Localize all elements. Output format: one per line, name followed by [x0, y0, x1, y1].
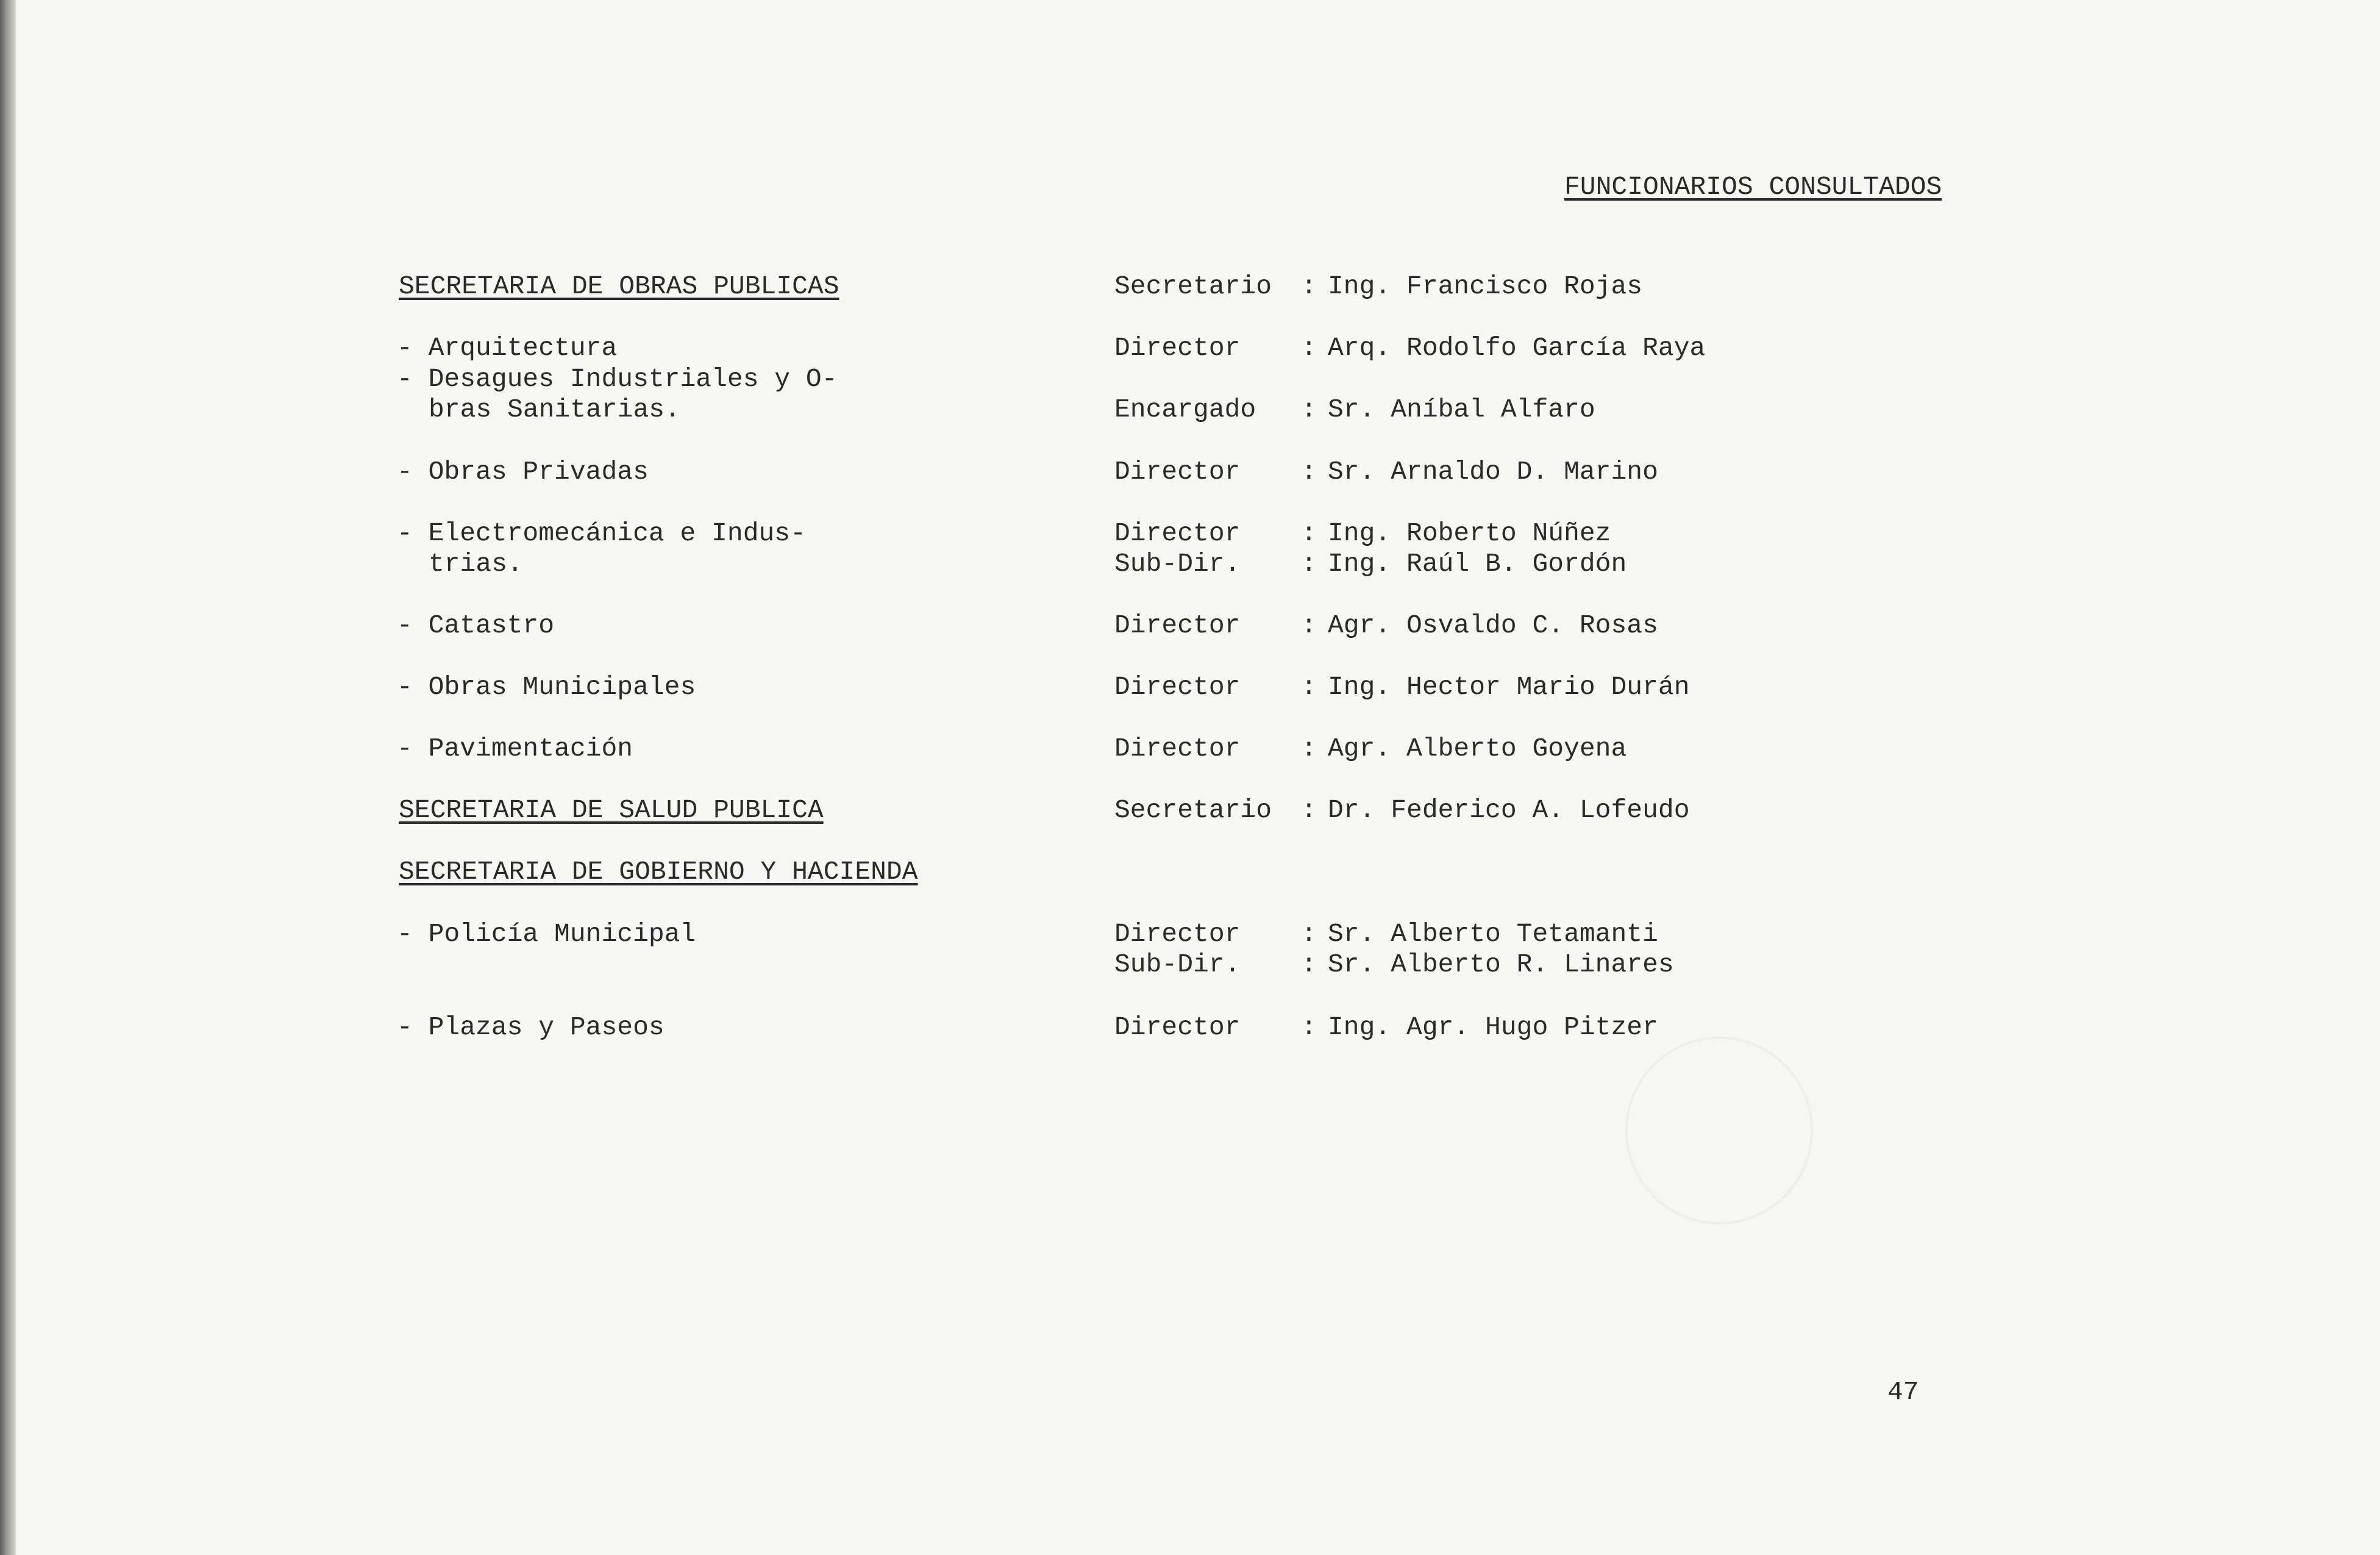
- separator: :: [1301, 395, 1317, 424]
- department-label: - Desagues Industriales y O-: [397, 364, 838, 394]
- separator: :: [1301, 919, 1317, 949]
- official-role: Director: [1114, 919, 1241, 949]
- binding-edge: [0, 0, 16, 1555]
- official-role: Director: [1114, 734, 1241, 763]
- official-name: Dr. Federico A. Lofeudo: [1328, 795, 1690, 825]
- section-heading-obras-publicas: SECRETARIA DE OBRAS PUBLICAS: [399, 271, 839, 301]
- official-role: Director: [1114, 457, 1241, 487]
- official-role: Director: [1114, 333, 1241, 363]
- separator: :: [1301, 734, 1317, 763]
- department-label: - Obras Privadas: [397, 457, 649, 487]
- official-name: Arq. Rodolfo García Raya: [1328, 333, 1706, 363]
- official-role: Encargado: [1114, 395, 1256, 424]
- department-label: - Pavimentación: [397, 734, 633, 763]
- official-role: Director: [1114, 1012, 1241, 1042]
- official-role: Director: [1114, 672, 1241, 702]
- official-name: Sr. Alberto Tetamanti: [1328, 919, 1658, 949]
- department-label: - Plazas y Paseos: [397, 1012, 664, 1042]
- department-label: - Electromecánica e Indus-: [397, 518, 806, 548]
- separator: :: [1301, 795, 1317, 825]
- separator: :: [1301, 518, 1317, 548]
- department-label: - Obras Municipales: [397, 672, 696, 702]
- official-name: Agr. Alberto Goyena: [1328, 734, 1627, 763]
- official-name: Agr. Osvaldo C. Rosas: [1328, 610, 1658, 640]
- separator: :: [1301, 949, 1317, 979]
- department-label: - Policía Municipal: [397, 919, 696, 949]
- separator: :: [1301, 271, 1317, 301]
- official-role: Secretario: [1114, 795, 1272, 825]
- section-heading-salud-publica: SECRETARIA DE SALUD PUBLICA: [399, 795, 824, 825]
- document-page: [16, 0, 2380, 1555]
- department-label-continued: bras Sanitarias.: [429, 395, 680, 424]
- page-title: FUNCIONARIOS CONSULTADOS: [1564, 172, 1942, 202]
- official-name: Ing. Roberto Núñez: [1328, 518, 1611, 548]
- official-role: Secretario: [1114, 271, 1272, 301]
- department-label: - Arquitectura: [397, 333, 618, 363]
- official-name: Sr. Aníbal Alfaro: [1328, 395, 1595, 424]
- official-name: Sr. Alberto R. Linares: [1328, 949, 1674, 979]
- department-label: - Catastro: [397, 610, 555, 640]
- official-role: Director: [1114, 610, 1241, 640]
- page-number: 47: [1887, 1377, 1919, 1407]
- official-role: Sub-Dir.: [1114, 949, 1241, 979]
- separator: :: [1301, 333, 1317, 363]
- official-name: Sr. Arnaldo D. Marino: [1328, 457, 1658, 487]
- separator: :: [1301, 1012, 1317, 1042]
- official-name: Ing. Agr. Hugo Pitzer: [1328, 1012, 1658, 1042]
- separator: :: [1301, 549, 1317, 579]
- separator: :: [1301, 457, 1317, 487]
- section-heading-gobierno-hacienda: SECRETARIA DE GOBIERNO Y HACIENDA: [399, 857, 918, 887]
- department-label-continued: trias.: [429, 549, 523, 579]
- separator: :: [1301, 672, 1317, 702]
- official-name: Ing. Hector Mario Durán: [1328, 672, 1690, 702]
- official-name: Ing. Francisco Rojas: [1328, 271, 1643, 301]
- faint-stamp-circle: [1625, 1037, 1813, 1224]
- official-role: Director: [1114, 518, 1241, 548]
- separator: :: [1301, 610, 1317, 640]
- official-name: Ing. Raúl B. Gordón: [1328, 549, 1627, 579]
- official-role: Sub-Dir.: [1114, 549, 1241, 579]
